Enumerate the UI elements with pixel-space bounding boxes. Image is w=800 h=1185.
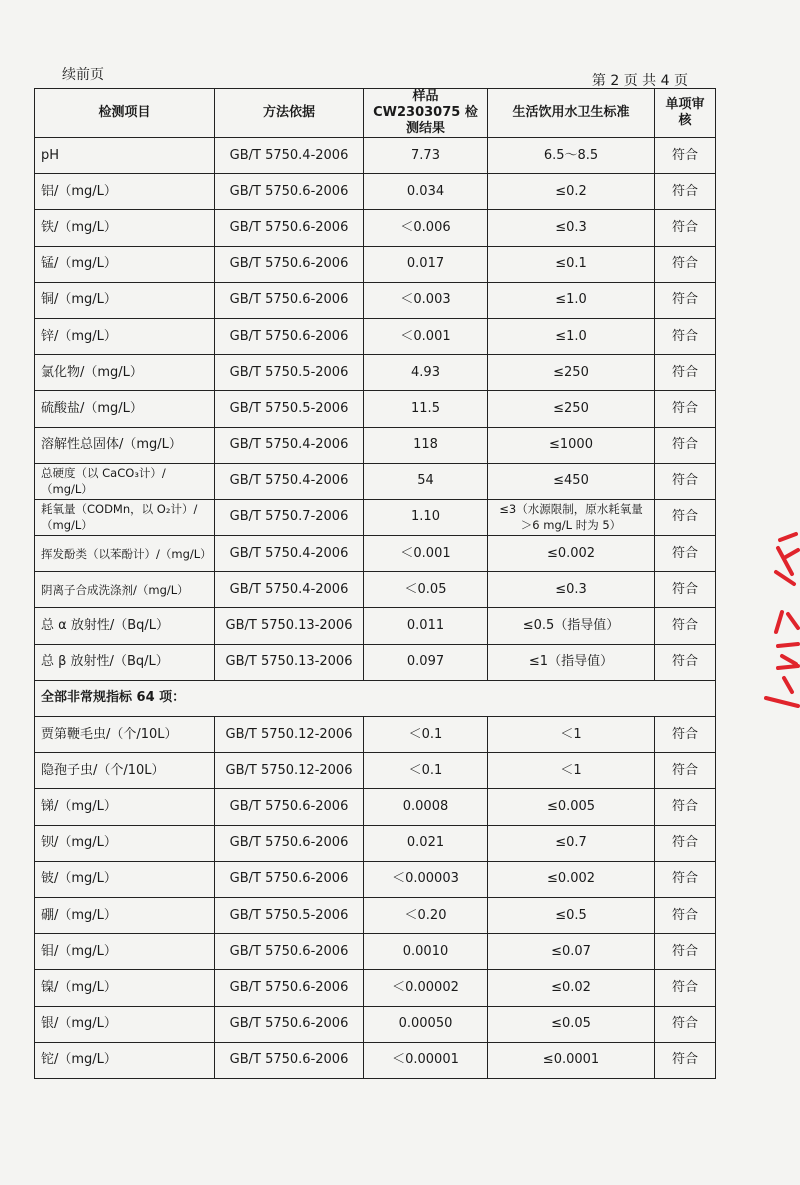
table-row: [35, 717, 716, 753]
cell-verdict: 符合: [655, 210, 716, 246]
cell-result: ＜0.001: [364, 536, 488, 572]
cell-standard: ＜1: [488, 717, 655, 753]
cell-standard: ≤0.0001: [488, 1042, 655, 1078]
cell-method: GB/T 5750.6-2006: [215, 970, 364, 1006]
table-row: [35, 463, 716, 499]
cell-verdict: 符合: [655, 282, 716, 318]
cell-item: 铁/（mg/L）: [35, 210, 215, 246]
cell-item: 总 β 放射性/（Bq/L）: [35, 644, 215, 680]
cell-item: 硼/（mg/L）: [35, 897, 215, 933]
test-report-table: [34, 88, 716, 1079]
table-row: [35, 318, 716, 354]
cell-verdict: 符合: [655, 897, 716, 933]
cell-result: 7.73: [364, 138, 488, 174]
cell-item: 铍/（mg/L）: [35, 861, 215, 897]
cell-verdict: 符合: [655, 463, 716, 499]
table-row: [35, 210, 716, 246]
cell-result: 0.021: [364, 825, 488, 861]
cell-method: GB/T 5750.6-2006: [215, 282, 364, 318]
table-header-row: [35, 89, 716, 138]
section-row: [35, 680, 716, 716]
section-heading: 全部非常规指标 64 项：: [35, 680, 716, 716]
cell-verdict: 符合: [655, 499, 716, 535]
cell-standard: ≤250: [488, 355, 655, 391]
cell-method: GB/T 5750.5-2006: [215, 391, 364, 427]
cell-result: ＜0.1: [364, 753, 488, 789]
cell-item: 总硬度（以 CaCO₃计）/（mg/L）: [35, 463, 215, 499]
cell-standard: ≤1.0: [488, 282, 655, 318]
cell-item: 阴离子合成洗涤剂/（mg/L）: [35, 572, 215, 608]
cell-item: 银/（mg/L）: [35, 1006, 215, 1042]
cell-standard: ≤0.2: [488, 174, 655, 210]
cell-method: GB/T 5750.6-2006: [215, 1006, 364, 1042]
cell-result: 0.017: [364, 246, 488, 282]
cell-result: 11.5: [364, 391, 488, 427]
cell-result: 0.097: [364, 644, 488, 680]
cell-standard: ≤1（指导值）: [488, 644, 655, 680]
cell-method: GB/T 5750.6-2006: [215, 789, 364, 825]
cell-verdict: 符合: [655, 536, 716, 572]
cell-result: 0.011: [364, 608, 488, 644]
cell-item: 锰/（mg/L）: [35, 246, 215, 282]
cell-item: 铝/（mg/L）: [35, 174, 215, 210]
table-row: [35, 789, 716, 825]
cell-standard: ≤1000: [488, 427, 655, 463]
cell-item: 钡/（mg/L）: [35, 825, 215, 861]
cell-method: GB/T 5750.4-2006: [215, 536, 364, 572]
cell-method: GB/T 5750.6-2006: [215, 246, 364, 282]
table-row: [35, 138, 716, 174]
cell-method: GB/T 5750.5-2006: [215, 355, 364, 391]
col-header-verdict: 单项审核: [655, 89, 716, 138]
cell-standard: ≤0.1: [488, 246, 655, 282]
cell-method: GB/T 5750.13-2006: [215, 608, 364, 644]
cell-standard: ≤3（水源限制，原水耗氧量＞6 mg/L 时为 5）: [488, 499, 655, 535]
table-row: [35, 644, 716, 680]
cell-standard: ≤0.7: [488, 825, 655, 861]
table-row: [35, 970, 716, 1006]
cell-standard: ≤0.02: [488, 970, 655, 1006]
cell-result: ＜0.1: [364, 717, 488, 753]
table-row: [35, 897, 716, 933]
cell-verdict: 符合: [655, 934, 716, 970]
table-body: [35, 138, 716, 1079]
cell-result: ＜0.00003: [364, 861, 488, 897]
cell-item: 总 α 放射性/（Bq/L）: [35, 608, 215, 644]
cell-result: ＜0.00002: [364, 970, 488, 1006]
cell-standard: ≤0.005: [488, 789, 655, 825]
cell-result: 1.10: [364, 499, 488, 535]
cell-standard: ≤0.002: [488, 861, 655, 897]
cell-method: GB/T 5750.4-2006: [215, 463, 364, 499]
cell-result: ＜0.20: [364, 897, 488, 933]
table-row: [35, 282, 716, 318]
cell-result: ＜0.05: [364, 572, 488, 608]
table-row: [35, 391, 716, 427]
cell-result: 118: [364, 427, 488, 463]
cell-item: 隐孢子虫/（个/10L）: [35, 753, 215, 789]
cell-method: GB/T 5750.4-2006: [215, 138, 364, 174]
col-header-result: 样品 CW2303075 检测结果: [364, 89, 488, 138]
cell-verdict: 符合: [655, 572, 716, 608]
cell-verdict: 符合: [655, 1042, 716, 1078]
cell-result: ＜0.001: [364, 318, 488, 354]
cell-standard: ≤1.0: [488, 318, 655, 354]
table-row: [35, 174, 716, 210]
table-row: [35, 825, 716, 861]
cell-standard: ≤450: [488, 463, 655, 499]
cell-standard: 6.5～8.5: [488, 138, 655, 174]
table-row: [35, 608, 716, 644]
col-header-item: 检测项目: [35, 89, 215, 138]
cell-standard: ≤0.002: [488, 536, 655, 572]
cell-verdict: 符合: [655, 644, 716, 680]
seal-stamp: [758, 528, 800, 708]
cell-result: ＜0.006: [364, 210, 488, 246]
cell-method: GB/T 5750.4-2006: [215, 427, 364, 463]
cell-result: 4.93: [364, 355, 488, 391]
cell-method: GB/T 5750.6-2006: [215, 318, 364, 354]
page-number: 第 2 页 共 4 页: [591, 73, 688, 89]
cell-verdict: 符合: [655, 753, 716, 789]
table-row: [35, 246, 716, 282]
cell-method: GB/T 5750.12-2006: [215, 717, 364, 753]
cell-verdict: 符合: [655, 246, 716, 282]
table-row: [35, 753, 716, 789]
cell-verdict: 符合: [655, 391, 716, 427]
table-row: [35, 934, 716, 970]
cell-item: 贾第鞭毛虫/（个/10L）: [35, 717, 215, 753]
cell-item: 锑/（mg/L）: [35, 789, 215, 825]
col-header-standard: 生活饮用水卫生标准: [488, 89, 655, 138]
cell-verdict: 符合: [655, 608, 716, 644]
cell-method: GB/T 5750.5-2006: [215, 897, 364, 933]
cell-item: 镍/（mg/L）: [35, 970, 215, 1006]
cell-standard: ≤0.07: [488, 934, 655, 970]
table-row: [35, 1006, 716, 1042]
cell-item: 硫酸盐/（mg/L）: [35, 391, 215, 427]
seal-stamp-icon: [758, 528, 800, 708]
cell-result: 0.00050: [364, 1006, 488, 1042]
col-header-method: 方法依据: [215, 89, 364, 138]
table-row: [35, 861, 716, 897]
table-row: [35, 1042, 716, 1078]
table-row: [35, 572, 716, 608]
cell-method: GB/T 5750.7-2006: [215, 499, 364, 535]
cell-standard: ≤0.5（指导值）: [488, 608, 655, 644]
cell-method: GB/T 5750.13-2006: [215, 644, 364, 680]
cell-verdict: 符合: [655, 825, 716, 861]
cell-verdict: 符合: [655, 318, 716, 354]
cell-item: 铜/（mg/L）: [35, 282, 215, 318]
cell-standard: ≤0.3: [488, 210, 655, 246]
cell-item: 挥发酚类（以苯酚计）/（mg/L）: [35, 536, 215, 572]
cell-method: GB/T 5750.6-2006: [215, 934, 364, 970]
table-row: [35, 536, 716, 572]
cell-result: ＜0.00001: [364, 1042, 488, 1078]
cell-item: pH: [35, 138, 215, 174]
cell-method: GB/T 5750.6-2006: [215, 210, 364, 246]
cell-item: 钼/（mg/L）: [35, 934, 215, 970]
cell-verdict: 符合: [655, 970, 716, 1006]
cell-item: 溶解性总固体/（mg/L）: [35, 427, 215, 463]
table-row: [35, 499, 716, 535]
cell-verdict: 符合: [655, 427, 716, 463]
continued-label: 续前页: [62, 67, 104, 83]
cell-method: GB/T 5750.12-2006: [215, 753, 364, 789]
cell-verdict: 符合: [655, 138, 716, 174]
cell-item: 耗氧量（CODMn，以 O₂计）/（mg/L）: [35, 499, 215, 535]
cell-verdict: 符合: [655, 861, 716, 897]
cell-method: GB/T 5750.6-2006: [215, 1042, 364, 1078]
cell-standard: ≤250: [488, 391, 655, 427]
cell-item: 铊/（mg/L）: [35, 1042, 215, 1078]
cell-method: GB/T 5750.4-2006: [215, 572, 364, 608]
cell-verdict: 符合: [655, 355, 716, 391]
cell-standard: ≤0.5: [488, 897, 655, 933]
cell-method: GB/T 5750.6-2006: [215, 861, 364, 897]
table-row: [35, 427, 716, 463]
cell-result: 54: [364, 463, 488, 499]
cell-standard: ≤0.05: [488, 1006, 655, 1042]
cell-item: 氯化物/（mg/L）: [35, 355, 215, 391]
cell-method: GB/T 5750.6-2006: [215, 825, 364, 861]
cell-verdict: 符合: [655, 1006, 716, 1042]
cell-verdict: 符合: [655, 174, 716, 210]
cell-verdict: 符合: [655, 789, 716, 825]
cell-verdict: 符合: [655, 717, 716, 753]
cell-item: 锌/（mg/L）: [35, 318, 215, 354]
cell-method: GB/T 5750.6-2006: [215, 174, 364, 210]
cell-standard: ＜1: [488, 753, 655, 789]
cell-standard: ≤0.3: [488, 572, 655, 608]
table-row: [35, 355, 716, 391]
cell-result: 0.0008: [364, 789, 488, 825]
cell-result: ＜0.003: [364, 282, 488, 318]
cell-result: 0.034: [364, 174, 488, 210]
cell-result: 0.0010: [364, 934, 488, 970]
